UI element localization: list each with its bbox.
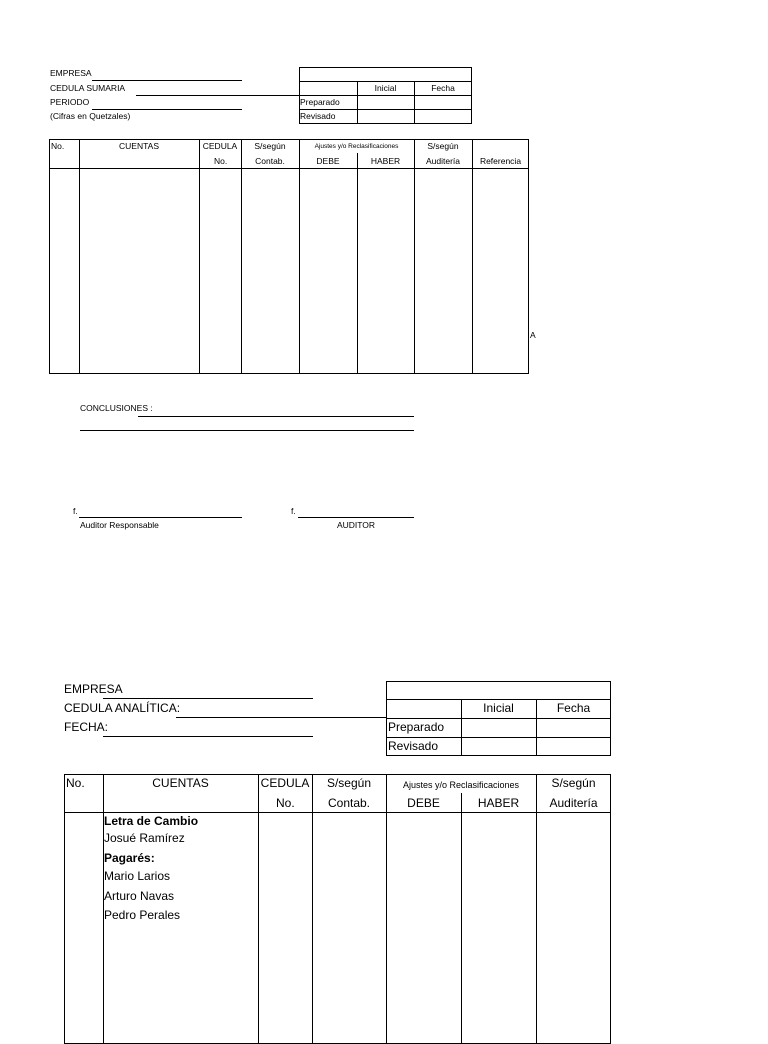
account-row-pedro-perales: Pedro Perales [104, 908, 181, 922]
fecha-line [103, 736, 313, 737]
review-box-rule [299, 109, 472, 110]
col-s-segun: S/según [254, 141, 286, 151]
signature-line-1 [79, 517, 242, 518]
col-s-segun-3: S/según [551, 776, 596, 790]
empresa-line-2 [103, 698, 313, 699]
cedula-label: CEDULA SUMARIA [50, 83, 126, 93]
fecha-label: FECHA: [64, 720, 109, 734]
table-column-divider [199, 139, 200, 374]
cedula-line [136, 95, 299, 96]
side-mark: A [530, 330, 536, 340]
col-ajustes: Ajustes y/o Reclasificaciones [314, 143, 399, 150]
col-auditoria-2: Auditería [549, 796, 598, 810]
table-2-header-bottom [64, 812, 611, 813]
account-row-letra-de-cambio: Letra de Cambio [104, 814, 199, 828]
review-box-rule [299, 95, 472, 96]
empresa-label: EMPRESA [50, 68, 92, 78]
account-row-arturo-navas: Arturo Navas [104, 889, 175, 903]
col-no: No. [51, 141, 65, 151]
table-column-divider [299, 139, 300, 374]
col-no-2: No. [66, 776, 85, 790]
inicial-header: Inicial [374, 83, 397, 93]
cedula-analitica-label: CEDULA ANALÍTICA: [64, 701, 181, 715]
conclusiones-label: CONCLUSIONES : [80, 403, 153, 413]
review-box-2-rule [386, 699, 611, 700]
table-column-divider [357, 153, 358, 374]
preparado-label: Preparado [300, 97, 340, 107]
sign-f-1: f. [73, 506, 78, 516]
col-s-segun-2b: S/según [326, 776, 372, 790]
col-cedula-no: No. [214, 156, 228, 166]
table-2-column-divider [536, 774, 537, 1044]
cifras-label: (Cifras en Quetzales) [50, 111, 131, 121]
inicial-header-2: Inicial [483, 701, 514, 715]
review-box-2-rule [386, 737, 611, 738]
table-2-column-divider [258, 774, 259, 1044]
fecha-header: Fecha [431, 83, 455, 93]
col-auditoria: Auditería [425, 156, 461, 166]
table-column-divider [241, 139, 242, 374]
col-cuentas: CUENTAS [119, 141, 159, 151]
col-cedula-no-2: No. [276, 796, 295, 810]
table-header-bottom [49, 168, 529, 169]
col-contab-2: Contab. [327, 796, 371, 810]
conclusiones-line-2 [80, 430, 414, 431]
periodo-line [92, 109, 242, 110]
empresa-line [92, 80, 242, 81]
account-row-mario-larios: Mario Larios [104, 869, 171, 883]
revisado-label: Revisado [300, 111, 336, 121]
auditor-responsable-label: Auditor Responsable [80, 520, 159, 530]
empresa-label-2: EMPRESA [64, 682, 123, 696]
periodo-label: PERIODO [50, 97, 90, 107]
col-haber: HABER [370, 156, 401, 166]
auditor-label: AUDITOR [336, 520, 376, 530]
table-column-divider [79, 139, 80, 374]
col-haber-2: HABER [477, 796, 520, 810]
revisado-label-2: Revisado [388, 739, 439, 753]
signature-line-2 [298, 517, 414, 518]
fecha-header-2: Fecha [556, 701, 591, 715]
col-ajustes-2: Ajustes y/o Reclasificaciones [402, 780, 520, 790]
account-row-pagares: Pagarés: [104, 851, 155, 865]
table-column-divider [414, 139, 415, 374]
sign-f-2: f. [291, 506, 296, 516]
col-debe: DEBE [316, 156, 340, 166]
col-cedula-2: CEDULA [260, 776, 310, 790]
col-debe-2: DEBE [407, 796, 440, 810]
table-2-column-divider [461, 793, 462, 1044]
col-cedula: CEDULA [202, 141, 238, 151]
table-column-divider [472, 139, 473, 374]
cedula-analitica-line [176, 717, 386, 718]
conclusiones-line-1 [138, 416, 414, 417]
col-cuentas-2: CUENTAS [152, 776, 209, 790]
accounts-table [49, 139, 529, 374]
col-referencia: Referencia [479, 156, 522, 166]
col-contab: Contab. [255, 156, 285, 166]
review-box-2-rule [386, 718, 611, 719]
col-s-segun-2: S/según [427, 141, 459, 151]
review-box-rule [299, 81, 472, 82]
preparado-label-2: Preparado [388, 720, 445, 734]
table-2-column-divider [312, 774, 313, 1044]
account-row-josue-ramirez: Josué Ramírez [104, 831, 185, 845]
table-2-column-divider [386, 774, 387, 1044]
